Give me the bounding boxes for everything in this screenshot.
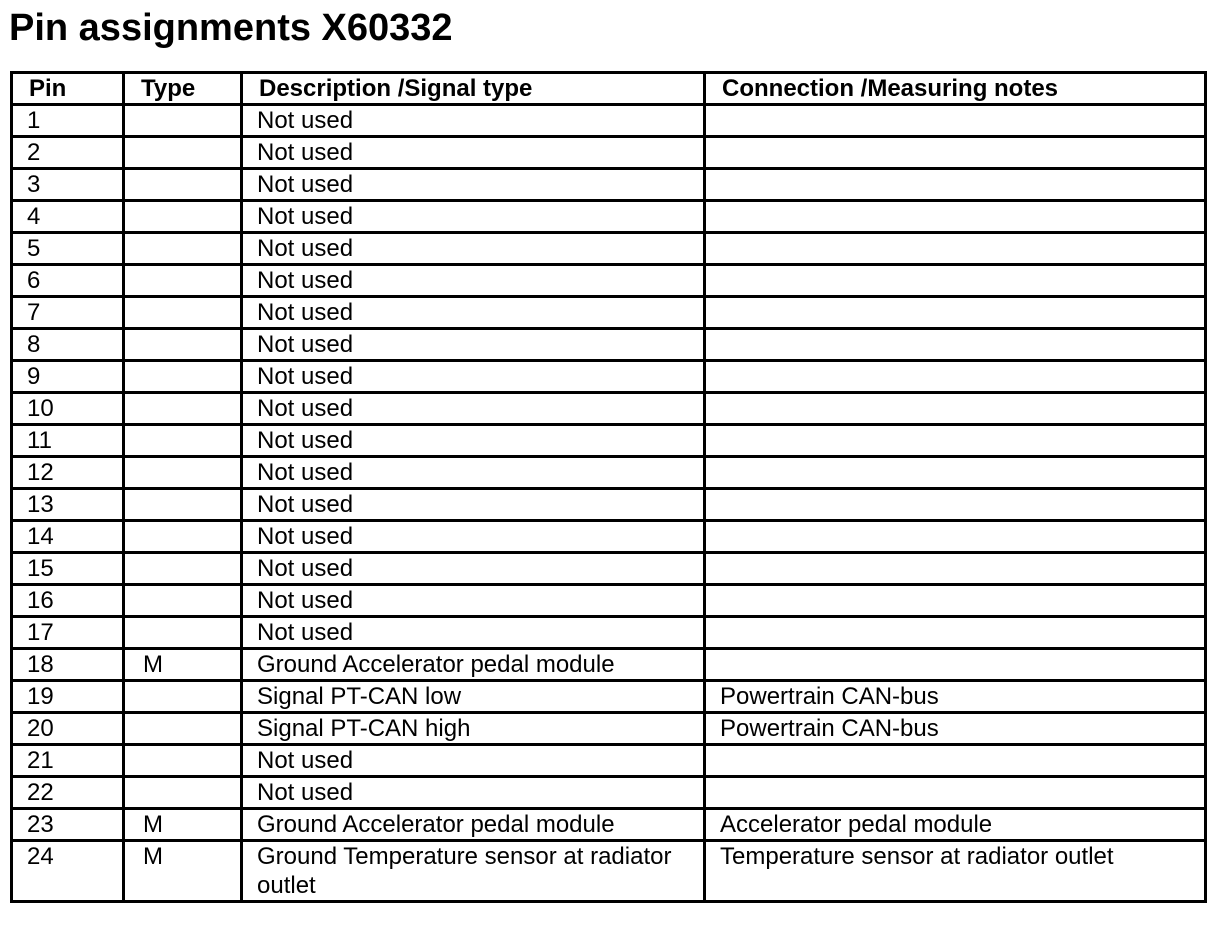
header-type: Type	[124, 73, 242, 105]
connection-cell: Powertrain CAN-bus	[705, 681, 1206, 713]
description-cell: Not used	[242, 745, 705, 777]
type-cell	[124, 329, 242, 361]
type-cell	[124, 681, 242, 713]
table-row	[12, 105, 1206, 137]
description-cell: Signal PT-CAN low	[242, 681, 705, 713]
pin-cell: 13	[12, 489, 124, 521]
table-body	[12, 105, 1206, 902]
table-row	[12, 457, 1206, 489]
connection-cell	[705, 393, 1206, 425]
table-row	[12, 777, 1206, 809]
pin-cell: 12	[12, 457, 124, 489]
connection-cell: Powertrain CAN-bus	[705, 713, 1206, 745]
type-cell	[124, 521, 242, 553]
table-row	[12, 681, 1206, 713]
description-cell: Ground Accelerator pedal module	[242, 809, 705, 841]
description-cell: Not used	[242, 457, 705, 489]
pin-cell: 15	[12, 553, 124, 585]
type-cell	[124, 617, 242, 649]
table-header	[12, 73, 1206, 105]
table-row	[12, 137, 1206, 169]
table-row	[12, 201, 1206, 233]
pin-cell: 6	[12, 265, 124, 297]
header-pin: Pin	[12, 73, 124, 105]
connection-cell	[705, 425, 1206, 457]
pin-cell: 16	[12, 585, 124, 617]
connection-cell	[705, 105, 1206, 137]
pin-cell: 23	[12, 809, 124, 841]
pin-cell: 10	[12, 393, 124, 425]
description-cell: Not used	[242, 329, 705, 361]
table-row	[12, 841, 1206, 902]
type-cell	[124, 233, 242, 265]
pin-cell: 19	[12, 681, 124, 713]
pin-cell: 22	[12, 777, 124, 809]
connection-cell	[705, 553, 1206, 585]
type-cell	[124, 457, 242, 489]
table-row	[12, 489, 1206, 521]
connection-cell: Temperature sensor at radiator outlet	[705, 841, 1206, 902]
connection-cell	[705, 649, 1206, 681]
pin-cell: 20	[12, 713, 124, 745]
table-row	[12, 649, 1206, 681]
pin-cell: 3	[12, 169, 124, 201]
pin-cell: 5	[12, 233, 124, 265]
connection-cell	[705, 617, 1206, 649]
table-row	[12, 169, 1206, 201]
description-cell: Not used	[242, 137, 705, 169]
connection-cell	[705, 233, 1206, 265]
description-cell: Not used	[242, 105, 705, 137]
type-cell	[124, 297, 242, 329]
type-cell: M	[124, 841, 242, 902]
table-row	[12, 617, 1206, 649]
description-cell: Not used	[242, 361, 705, 393]
description-cell: Ground Accelerator pedal module	[242, 649, 705, 681]
table-row	[12, 553, 1206, 585]
type-cell	[124, 777, 242, 809]
type-cell	[124, 105, 242, 137]
connection-cell	[705, 169, 1206, 201]
table-row	[12, 297, 1206, 329]
table-row	[12, 361, 1206, 393]
pin-cell: 18	[12, 649, 124, 681]
description-cell: Not used	[242, 233, 705, 265]
connection-cell	[705, 297, 1206, 329]
table-row	[12, 585, 1206, 617]
pin-assignment-table	[10, 71, 1207, 903]
connection-cell	[705, 457, 1206, 489]
table-row	[12, 713, 1206, 745]
pin-cell: 24	[12, 841, 124, 902]
type-cell	[124, 585, 242, 617]
connection-cell: Accelerator pedal module	[705, 809, 1206, 841]
description-cell: Not used	[242, 521, 705, 553]
connection-cell	[705, 745, 1206, 777]
description-cell: Signal PT-CAN high	[242, 713, 705, 745]
description-cell: Not used	[242, 553, 705, 585]
description-cell: Not used	[242, 585, 705, 617]
description-cell: Not used	[242, 489, 705, 521]
type-cell	[124, 425, 242, 457]
type-cell: M	[124, 649, 242, 681]
type-cell	[124, 713, 242, 745]
pin-cell: 21	[12, 745, 124, 777]
connection-cell	[705, 361, 1206, 393]
header-description: Description /Signal type	[242, 73, 705, 105]
table-row	[12, 233, 1206, 265]
table-row	[12, 521, 1206, 553]
pin-cell: 9	[12, 361, 124, 393]
pin-cell: 14	[12, 521, 124, 553]
page-title: Pin assignments X60332	[9, 7, 453, 49]
description-cell: Not used	[242, 169, 705, 201]
type-cell	[124, 137, 242, 169]
type-cell	[124, 553, 242, 585]
table-row	[12, 265, 1206, 297]
pin-cell: 1	[12, 105, 124, 137]
connection-cell	[705, 521, 1206, 553]
description-cell: Not used	[242, 297, 705, 329]
type-cell	[124, 201, 242, 233]
table-row	[12, 425, 1206, 457]
pin-cell: 4	[12, 201, 124, 233]
type-cell	[124, 489, 242, 521]
connection-cell	[705, 201, 1206, 233]
description-cell: Not used	[242, 425, 705, 457]
description-cell: Not used	[242, 617, 705, 649]
pin-cell: 17	[12, 617, 124, 649]
type-cell	[124, 169, 242, 201]
type-cell	[124, 361, 242, 393]
description-cell: Not used	[242, 201, 705, 233]
header-row	[12, 73, 1206, 105]
description-cell: Ground Temperature sensor at radiator outlet	[242, 841, 705, 902]
connection-cell	[705, 265, 1206, 297]
table-row	[12, 329, 1206, 361]
type-cell: M	[124, 809, 242, 841]
type-cell	[124, 265, 242, 297]
description-cell: Not used	[242, 777, 705, 809]
table-row	[12, 745, 1206, 777]
connection-cell	[705, 137, 1206, 169]
connection-cell	[705, 585, 1206, 617]
header-connection: Connection /Measuring notes	[705, 73, 1206, 105]
pin-cell: 8	[12, 329, 124, 361]
connection-cell	[705, 329, 1206, 361]
pin-cell: 2	[12, 137, 124, 169]
description-cell: Not used	[242, 393, 705, 425]
connection-cell	[705, 489, 1206, 521]
pin-cell: 11	[12, 425, 124, 457]
table-row	[12, 393, 1206, 425]
pin-cell: 7	[12, 297, 124, 329]
table-row	[12, 809, 1206, 841]
type-cell	[124, 745, 242, 777]
description-cell: Not used	[242, 265, 705, 297]
type-cell	[124, 393, 242, 425]
connection-cell	[705, 777, 1206, 809]
